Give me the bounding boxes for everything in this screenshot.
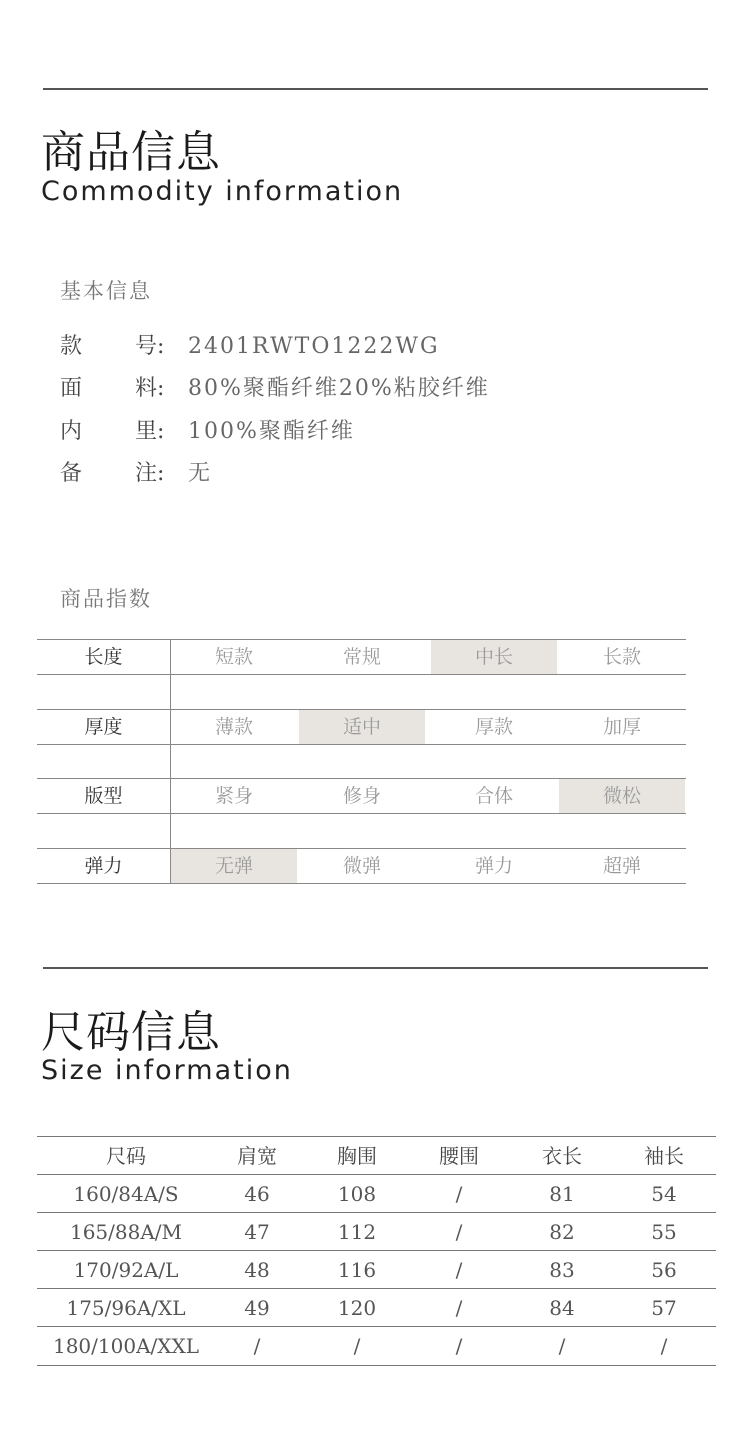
size-header-cell: 肩宽 [237, 1144, 277, 1168]
size-cell: 165/88A/M [69, 1220, 183, 1244]
commodity-title-en: Commodity information [41, 176, 404, 207]
size-cell: / [455, 1334, 463, 1358]
index-option: 加厚 [602, 716, 641, 738]
spec-row [60, 457, 660, 491]
index-option: 薄款 [214, 716, 253, 738]
size-cell: 55 [651, 1220, 677, 1244]
table-gridline [37, 813, 686, 814]
size-cell: 175/96A/XL [66, 1296, 186, 1320]
basic-info-label: 基本信息 [60, 279, 152, 303]
table-gridline [37, 1365, 716, 1366]
index-option: 微弹 [342, 855, 381, 877]
spec-key-char1: 面 [60, 376, 83, 401]
size-cell: 46 [244, 1182, 270, 1206]
size-title-en: Size information [41, 1055, 293, 1086]
size-cell: 116 [337, 1258, 377, 1282]
spec-value: 100%聚酯纤维 [188, 419, 355, 444]
size-cell: 180/100A/XXL [52, 1334, 200, 1358]
size-cell: 160/84A/S [73, 1182, 179, 1206]
size-cell: / [253, 1334, 261, 1358]
index-row-label: 版型 [84, 785, 123, 807]
index-option-selected: 中长 [431, 640, 557, 674]
size-cell: / [353, 1334, 361, 1358]
commodity-title-cn: 商品信息 [41, 127, 221, 178]
size-cell: 83 [549, 1258, 575, 1282]
index-option: 常规 [342, 646, 381, 668]
product-index-table [37, 639, 686, 884]
spec-value: 无 [188, 461, 213, 486]
index-option: 厚款 [474, 716, 513, 738]
spec-key-char2: 里: [135, 419, 165, 444]
product-index-label: 商品指数 [60, 587, 152, 611]
section-divider-size [43, 967, 708, 969]
spec-key-char1: 内 [60, 419, 83, 444]
size-cell: 82 [549, 1220, 575, 1244]
index-option-selected: 微松 [559, 779, 685, 813]
spec-key-char1: 款 [60, 334, 83, 359]
index-option-selected: 无弹 [171, 849, 297, 883]
spec-key-char2: 号: [135, 334, 165, 359]
index-option: 长款 [602, 646, 641, 668]
spec-row [60, 330, 660, 364]
section-divider-commodity [43, 88, 708, 90]
table-gridline [37, 674, 686, 675]
spec-value: 2401RWTO1222WG [188, 334, 440, 359]
size-cell: / [455, 1296, 463, 1320]
index-option: 超弹 [602, 855, 641, 877]
size-cell: 56 [651, 1258, 677, 1282]
size-title-cn: 尺码信息 [41, 1007, 221, 1058]
spec-key-char2: 注: [135, 461, 165, 486]
size-cell: / [558, 1334, 566, 1358]
size-cell: / [455, 1182, 463, 1206]
index-option: 弹力 [474, 855, 513, 877]
spec-key-char1: 备 [60, 461, 83, 486]
index-row-label: 长度 [84, 646, 123, 668]
size-header-cell: 衣长 [542, 1144, 582, 1168]
size-cell: 170/92A/L [73, 1258, 179, 1282]
index-option: 合体 [474, 785, 513, 807]
index-option: 紧身 [214, 785, 253, 807]
index-row-label: 厚度 [84, 716, 123, 738]
spec-value: 80%聚酯纤维20%粘胶纤维 [188, 376, 490, 401]
size-header-cell: 袖长 [644, 1144, 684, 1168]
size-header-cell: 尺码 [106, 1144, 146, 1168]
size-cell: 48 [244, 1258, 270, 1282]
size-cell: 120 [337, 1296, 377, 1320]
spec-key-char2: 料: [135, 376, 165, 401]
size-cell: 81 [549, 1182, 575, 1206]
index-row-label: 弹力 [84, 855, 123, 877]
size-header-cell: 腰围 [439, 1144, 479, 1168]
table-gridline [37, 883, 686, 884]
spec-row [60, 415, 660, 449]
size-cell: / [455, 1258, 463, 1282]
index-option-selected: 适中 [299, 710, 425, 744]
size-cell: 54 [651, 1182, 677, 1206]
index-option: 修身 [342, 785, 381, 807]
table-gridline [37, 744, 686, 745]
size-cell: 112 [337, 1220, 377, 1244]
size-cell: 47 [244, 1220, 270, 1244]
size-table [37, 1136, 716, 1366]
index-option: 短款 [214, 646, 253, 668]
size-cell: 108 [337, 1182, 377, 1206]
size-header-cell: 胸围 [337, 1144, 377, 1168]
size-cell: / [455, 1220, 463, 1244]
size-cell: 49 [244, 1296, 270, 1320]
size-cell: 84 [549, 1296, 575, 1320]
size-cell: 57 [651, 1296, 677, 1320]
size-cell: / [660, 1334, 668, 1358]
spec-row [60, 372, 660, 406]
table-gridline [170, 639, 171, 883]
